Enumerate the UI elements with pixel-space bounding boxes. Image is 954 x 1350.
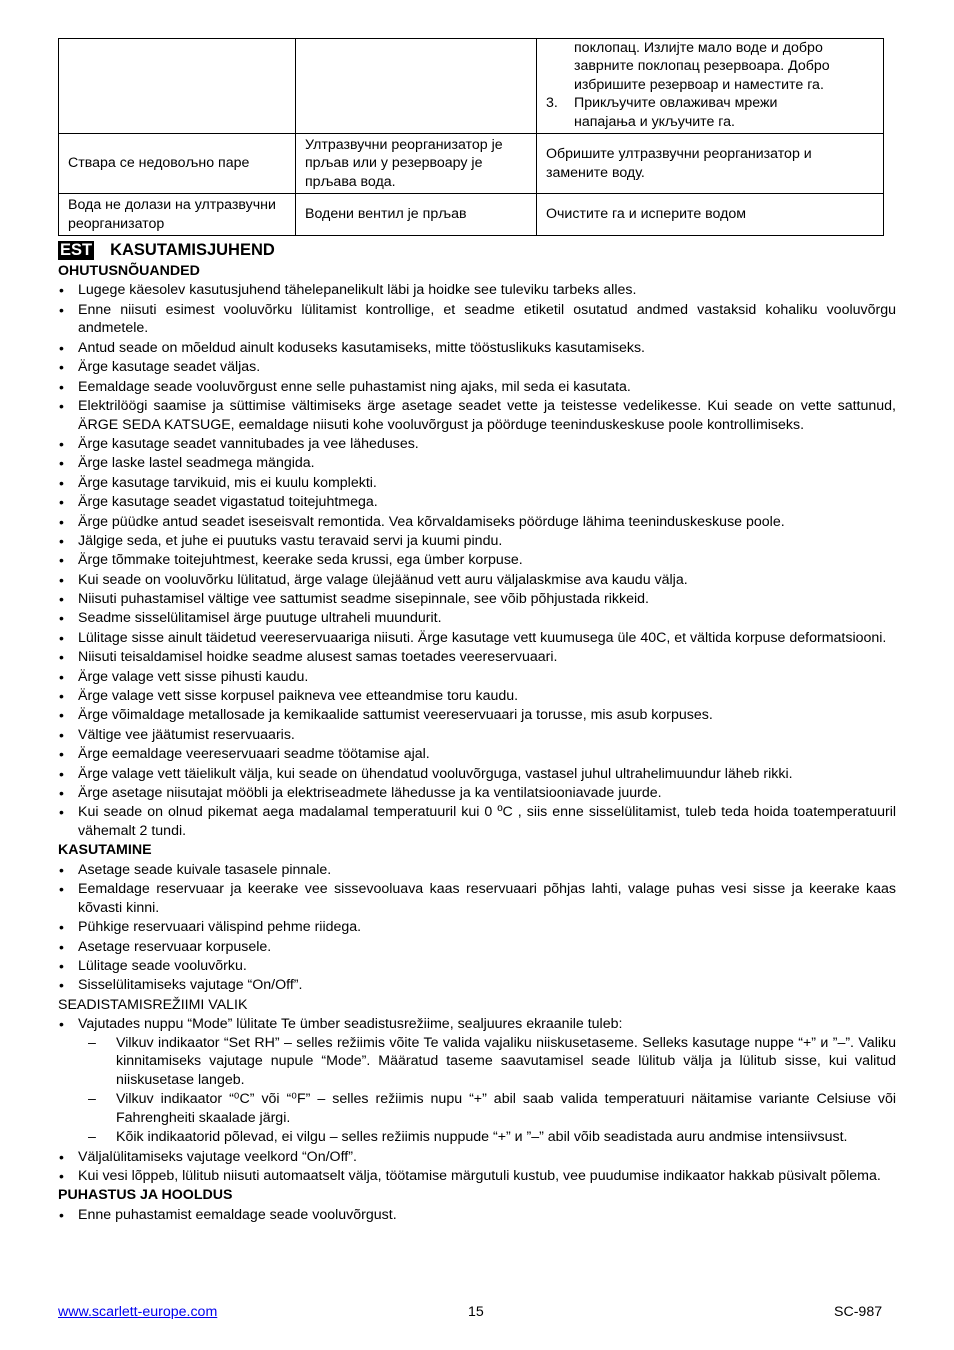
safety-heading: OHUTUSNÕUANDED [58,263,200,279]
table-row [59,134,884,194]
solution-line: поклопац. Излијте мало воде и добро [574,40,823,56]
step-number: 3. [546,95,558,112]
list-item: • Ärge kasutage seadet väljas. [58,358,896,377]
list-item: • Kui seade on vooluvõrku lülitatud, ärge valage ülejäänud vett auru väljalaskmise ava kaudu välja. [58,571,896,590]
list-item: • Asetage reservuaar korpusele. [58,938,896,957]
list-item: • Kui seade on olnud pikemat aega madalamal temperatuuril kui 0 ºC , siis enne sisselülitamist, tuleb teda hoida toatemperatuuril vähemalt 2 tundi. [58,803,896,840]
usage-list [58,861,896,995]
step-line: напајања и укључите га. [574,113,736,130]
list-item: • Ärge tõmmake toitejuhtmest, keerake seda krussi, ega ümber korpuse. [58,551,896,570]
solution-line: избришите резервоар и наместите га. [574,76,824,93]
language-badge: EST [60,241,93,259]
list-item: • Enne niisuti esimest vooluvõrku lülitamist kontrollige, et seadme etiketil osutatud andmed vastaksid kohaliku vooluvõrgu andmetele. [58,301,896,338]
list-item [58,1015,896,1147]
list-item: • Kui vesi lõppeb, lülitub niisuti automaatselt välja, töötamise märgutuli kustub, vee puudumise indikaator hakkab püsivalt põlema. [58,1167,896,1186]
manual-content [58,240,896,1225]
cause-cell: Водени вентил је прљав [296,194,537,236]
solution-cell: Очистите га и исперите водом [537,194,884,236]
list-item: • Sisselülitamiseks vajutage “On/Off”. [58,976,896,995]
model-number: SC-987 [834,1304,883,1320]
list-item: • Ärge kasutage seadet vannitubades ja vee läheduses. [58,435,896,454]
solution-step [546,94,875,131]
table-row [59,39,884,134]
list-item: • Eemaldage reservuaar ja keerake vee sissevooluava kaas reservuaari põhjas lahti, valage puhas vesi sisse ja keerake kaas kõvasti kinni. [58,880,896,917]
list-item: • Elektrilöögi saamise ja süttimise vältimiseks ärge asetage seadet vette ja teistesse vedelikesse. Kui seade on vette sattunud, ÄRGE SEDA KATSUGE, eemaldage niisuti kohe vooluvõrgust ja pöörduge teeninduskeskuse poole kontrollimiseks. [58,397,896,434]
modes-after-list [58,1148,896,1186]
list-item: • Eemaldage seade vooluvõrgust enne selle puhastamist ning ajaks, mil seda ei kasutata. [58,378,896,397]
list-item: • Lülitage seade vooluvõrku. [58,957,896,976]
section-title: KASUTAMISJUHEND [110,241,275,259]
list-item: • Lülitage sisse ainult täidetud veereservuaariga niisuti. Ärge kasutage vett kuumusega üle 40C, et vältida korpuse deformatsiooni. [58,629,896,648]
troubleshooting-table [58,38,884,236]
cause-cell: Ултразвучни реорганизатор је прљав или у резервоару је прљава вода. [296,134,537,194]
list-item: – Kõik indikaatorid põlevad, ei vilgu – selles režiimis nuppude “+” и ”–” abil võib seadistada auru andmise intensiivsust. [78,1128,896,1147]
table-row [59,194,884,236]
list-item: – Vilkuv indikaator “Set RH” – selles režiimis võite Te valida vajaliku niiskusetaseme. Selleks kasutage nuppe “+” и ”–”. Valiku kinnitamiseks vajutage nupule “Mode”. Määratud taseme saavutamisel seade lülitub välja ja lülitub sisse, kui valitud niiskusetase langeb. [78,1034,896,1090]
list-item: • Antud seade on mõeldud ainult koduseks kasutamiseks, mitte tööstuslikuks kasutamiseks. [58,339,896,358]
problem-cell [59,39,296,134]
list-item: • Jälgige seda, et juhe ei puutuks vastu teravaid servi ja kuumi pindu. [58,532,896,551]
modes-intro: Vajutades nuppu “Mode” lülitate Te ümber seadistusrežiime, sealjuures ekraanile tuleb: [78,1016,623,1033]
modes-sublist [78,1034,896,1147]
list-item: • Ärge püüdke antud seadet iseseisvalt remontida. Vea kõrvaldamiseks pöörduge lähima teeninduskeskuse poole. [58,513,896,532]
list-item: • Ärge laske lastel seadmega mängida. [58,454,896,473]
solution-cell [537,39,884,134]
cause-cell [296,39,537,134]
list-item: • Ärge kasutage tarvikuid, mis ei kuulu komplekti. [58,474,896,493]
list-item: • Ärge valage vett sisse korpusel paikneva vee etteandmise toru kaudu. [58,687,896,706]
modes-heading: SEADISTAMISREŽIIMI VALIK [58,996,248,1013]
cleaning-heading: PUHASTUS JA HOOLDUS [58,1187,233,1204]
list-item: – Vilkuv indikaator “⁰C” või “⁰F” – selles režiimis nupu “+” abil saab valida temperatuuri näitamise variante Celsiuse või Fahrengheiti skaalade järgi. [78,1090,896,1127]
list-item: • Enne puhastamist eemaldage seade vooluvõrgust. [58,1206,896,1225]
solution-line: заврните поклопац резервоара. Добро [574,58,830,75]
website-link[interactable]: www.scarlett-europe.com [58,1304,218,1320]
list-item: • Niisuti puhastamisel vältige vee sattumist seadme sisepinnale, see võib põhjustada rikkeid. [58,590,896,609]
solution-cell: Обришите ултразвучни реорганизатор и замените воду. [537,134,884,194]
list-item: • Ärge kasutage seadet vigastatud toitejuhtmega. [58,493,896,512]
list-item: • Lugege käesolev kasutusjuhend tähelepanelikult läbi ja hoidke see tuleviku tarbeks alles. [58,281,896,300]
cleaning-list [58,1206,896,1225]
list-item: • Ärge valage vett sisse pihusti kaudu. [58,668,896,687]
usage-heading: KASUTAMINE [58,842,152,859]
list-item: • Ärge valage vett täielikult välja, kui seade on ühendatud vooluvõrguga, vastasel juhul ultrahelimuundur läheb rikki. [58,765,896,784]
list-item: • Ärge võimaldage metallosade ja kemikaalide sattumist veereservuaari ja torusse, mis asub korpuses. [58,706,896,725]
problem-cell: Ствара се недовољно паре [59,134,296,194]
list-item: • Asetage seade kuivale tasasele pinnale. [58,861,896,880]
step-text [574,94,777,131]
list-item: • Pühkige reservuaari välispind pehme riidega. [58,918,896,937]
list-item: • Ärge eemaldage veereservuaari seadme töötamise ajal. [58,745,896,764]
list-item: • Vältige vee jäätumist reservuaaris. [58,726,896,745]
problem-cell: Вода не долази на ултразвучни реорганизатор [59,194,296,236]
list-item: • Ärge asetage niisutajat mööbli ja elektriseadmete lähedusse ja ka ventilatsiooniavade juurde. [58,784,896,803]
modes-list [58,1015,896,1147]
step-line: Прикључите овлаживач мрежи [574,95,778,112]
page-number: 15 [468,1304,484,1320]
list-item: • Niisuti teisaldamisel hoidke seadme alusest samas toetades veereservuaari. [58,648,896,667]
section-header [58,240,896,261]
safety-list [58,281,896,840]
list-item: • Väljalülitamiseks vajutage veelkord “On/Off”. [58,1148,896,1167]
list-item: • Seadme sisselülitamisel ärge puutuge ultraheli muundurit. [58,609,896,628]
